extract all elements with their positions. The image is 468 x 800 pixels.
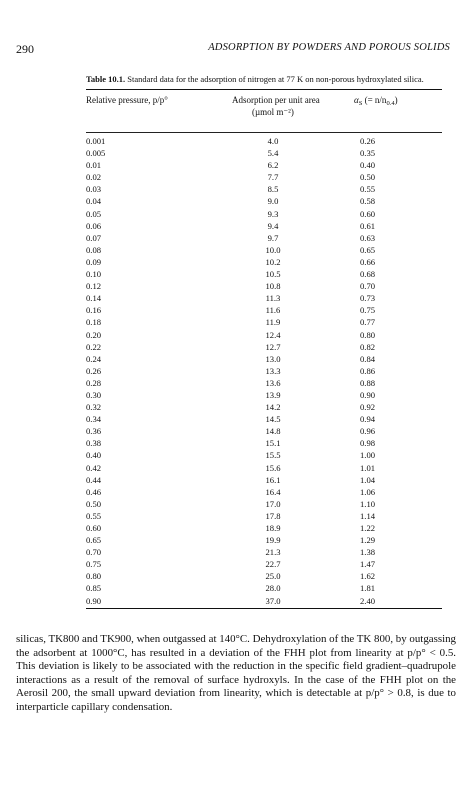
table-label: Table 10.1. (86, 74, 126, 84)
relative-pressure-cell: 0.90 (86, 595, 102, 606)
relative-pressure-cell: 0.50 (86, 498, 102, 509)
alpha-s-cell: 1.01 (360, 462, 376, 473)
table-caption-text: Standard data for the adsorption of nitrogen at 77 K on non-porous hydroxylated silica. (127, 74, 424, 84)
alpha-s-cell: 0.84 (360, 353, 376, 364)
relative-pressure-cell: 0.01 (86, 160, 102, 171)
alpha-s-cell: 1.29 (360, 535, 376, 546)
table-row (86, 159, 442, 171)
alpha-s-cell: 1.81 (360, 583, 376, 594)
relative-pressure-cell: 0.46 (86, 486, 102, 497)
table-row (86, 474, 442, 486)
adsorption-cell: 13.3 (265, 365, 281, 376)
relative-pressure-cell: 0.60 (86, 523, 102, 533)
relative-pressure-cell: 0.05 (86, 208, 102, 219)
relative-pressure-cell: 0.40 (86, 450, 102, 461)
alpha-s-cell: 0.58 (360, 196, 376, 207)
adsorption-cell: 14.8 (265, 426, 281, 437)
table-row (86, 147, 442, 159)
relative-pressure-cell: 0.16 (86, 305, 102, 316)
adsorption-cell: 28.0 (265, 583, 281, 594)
header-alpha-s: $\alpha_S$ (= $n/n_{0.4}$) (354, 95, 398, 107)
table-row (86, 183, 442, 195)
table-row (86, 534, 442, 546)
relative-pressure-cell: 0.80 (86, 571, 102, 582)
relative-pressure-cell: 0.03 (86, 184, 102, 195)
alpha-s-cell: 0.50 (360, 172, 376, 183)
table-header (86, 90, 442, 132)
alpha-s-cell: 1.47 (360, 559, 376, 570)
table-row (86, 595, 442, 607)
relative-pressure-cell: 0.001 (86, 136, 106, 146)
adsorption-cell: 14.5 (265, 414, 281, 425)
table-row (86, 510, 442, 522)
header-adsorption-units: (µmol m⁻²) (252, 107, 294, 117)
alpha-s-cell: 0.73 (360, 293, 376, 304)
adsorption-cell: 5.4 (267, 148, 279, 159)
table-body (86, 133, 442, 608)
adsorption-cell: 10.8 (265, 281, 281, 292)
alpha-s-cell: 0.61 (360, 220, 376, 231)
adsorption-cell: 15.5 (265, 450, 281, 461)
table-row (86, 437, 442, 449)
table-row (86, 280, 442, 292)
table-block (86, 74, 442, 609)
alpha-s-cell: 0.70 (360, 281, 376, 292)
relative-pressure-cell: 0.07 (86, 232, 102, 243)
adsorption-cell: 10.5 (265, 269, 281, 280)
adsorption-cell: 16.1 (265, 474, 281, 485)
relative-pressure-cell: 0.26 (86, 365, 102, 376)
relative-pressure-cell: 0.70 (86, 547, 102, 558)
table-row (86, 582, 442, 594)
adsorption-cell: 12.7 (265, 341, 281, 352)
relative-pressure-cell: 0.02 (86, 172, 102, 183)
table-bottom-rule (86, 608, 442, 609)
alpha-s-cell: 0.88 (360, 377, 376, 388)
alpha-s-cell: 1.04 (360, 474, 376, 485)
table-row (86, 522, 442, 534)
adsorption-cell: 8.5 (267, 184, 279, 195)
adsorption-cell: 21.3 (265, 547, 281, 558)
alpha-s-cell: 0.40 (360, 160, 376, 171)
adsorption-cell: 7.7 (267, 172, 279, 183)
alpha-s-cell: 1.38 (360, 547, 376, 558)
adsorption-cell: 9.4 (267, 220, 279, 231)
relative-pressure-cell: 0.44 (86, 474, 102, 485)
relative-pressure-cell: 0.65 (86, 535, 102, 546)
relative-pressure-cell: 0.55 (86, 510, 102, 521)
table-row (86, 401, 442, 413)
alpha-s-cell: 0.55 (360, 184, 376, 195)
alpha-s-cell: 0.98 (360, 438, 376, 449)
adsorption-cell: 9.3 (267, 208, 279, 219)
relative-pressure-cell: 0.08 (86, 244, 102, 255)
relative-pressure-cell: 0.75 (86, 559, 102, 570)
relative-pressure-cell: 0.005 (86, 148, 106, 159)
adsorption-cell: 9.7 (267, 232, 279, 243)
table-row (86, 341, 442, 353)
relative-pressure-cell: 0.24 (86, 353, 102, 364)
alpha-s-cell: 0.75 (360, 305, 376, 316)
relative-pressure-cell: 0.09 (86, 256, 102, 267)
body-paragraph: silicas, TK800 and TK900, when outgassed at 140°C. Dehydroxylation of the TK 800, by outgassing the adsorbent at 1000°C, has resulted in a deviation of the FHH plot from linearity at p/p° < 0.5. This deviation is likely to be associated with the reduction in the specific field gradient–quadrupole interactions as a result of the removal of surface hydroxyls. In the case of the FHH plot on the Aerosil 200, the small upward deviation from linearity, which is detectable at p/p° > 0.8, is due to interparticle capillary condensation. (16, 633, 456, 713)
relative-pressure-cell: 0.28 (86, 377, 102, 388)
adsorption-cell: 12.4 (265, 329, 281, 340)
table-row (86, 413, 442, 425)
header-relative-pressure: Relative pressure, p/p° (86, 95, 168, 105)
relative-pressure-cell: 0.36 (86, 426, 102, 437)
alpha-s-cell: 1.00 (360, 450, 376, 461)
relative-pressure-cell: 0.20 (86, 329, 102, 340)
table-row (86, 292, 442, 304)
relative-pressure-cell: 0.10 (86, 269, 102, 280)
adsorption-cell: 13.9 (265, 389, 281, 400)
table-row (86, 208, 442, 220)
table-row (86, 498, 442, 510)
adsorption-cell: 15.6 (265, 462, 281, 473)
adsorption-cell: 17.0 (265, 498, 281, 509)
relative-pressure-cell: 0.38 (86, 438, 102, 449)
alpha-s-cell: 0.60 (360, 208, 376, 219)
alpha-s-cell: 0.77 (360, 317, 376, 328)
alpha-s-cell: 0.96 (360, 426, 376, 437)
alpha-s-cell: 1.62 (360, 571, 376, 582)
adsorption-cell: 10.0 (265, 244, 281, 255)
adsorption-cell: 37.0 (265, 595, 281, 606)
table-row (86, 220, 442, 232)
adsorption-cell: 13.6 (265, 377, 281, 388)
adsorption-cell: 6.2 (267, 160, 279, 171)
table-row (86, 353, 442, 365)
relative-pressure-cell: 0.14 (86, 293, 102, 304)
table-row (86, 570, 442, 582)
alpha-s-cell: 0.35 (360, 148, 376, 159)
adsorption-cell: 22.7 (265, 559, 281, 570)
adsorption-cell: 10.2 (265, 256, 281, 267)
alpha-s-cell: 1.14 (360, 510, 376, 521)
table-row (86, 546, 442, 558)
relative-pressure-cell: 0.06 (86, 220, 102, 231)
table-row (86, 232, 442, 244)
adsorption-cell: 18.9 (265, 523, 281, 533)
alpha-s-cell: 1.06 (360, 486, 376, 497)
relative-pressure-cell: 0.04 (86, 196, 102, 207)
adsorption-cell: 11.3 (265, 293, 281, 304)
table-row (86, 329, 442, 341)
alpha-s-cell: 0.86 (360, 365, 376, 376)
adsorption-cell: 11.9 (265, 317, 281, 328)
alpha-s-cell: 0.26 (360, 136, 376, 146)
table-row (86, 268, 442, 280)
alpha-s-cell: 1.10 (360, 498, 376, 509)
table-row (86, 135, 442, 147)
alpha-s-cell: 0.94 (360, 414, 376, 425)
table-row (86, 244, 442, 256)
table-row (86, 316, 442, 328)
alpha-s-cell: 0.80 (360, 329, 376, 340)
relative-pressure-cell: 0.22 (86, 341, 102, 352)
adsorption-cell: 4.0 (267, 136, 279, 146)
table-row (86, 171, 442, 183)
running-head: ADSORPTION BY POWDERS AND POROUS SOLIDS (208, 42, 450, 53)
table-row (86, 304, 442, 316)
adsorption-cell: 13.0 (265, 353, 281, 364)
alpha-s-cell: 2.40 (360, 595, 376, 606)
header-adsorption: Adsorption per unit area (232, 95, 320, 105)
relative-pressure-cell: 0.34 (86, 414, 102, 425)
relative-pressure-cell: 0.32 (86, 402, 102, 413)
adsorption-cell: 19.9 (265, 535, 281, 546)
alpha-s-cell: 0.82 (360, 341, 376, 352)
table-row (86, 256, 442, 268)
table-row (86, 558, 442, 570)
alpha-s-cell: 0.65 (360, 244, 376, 255)
page-number: 290 (16, 42, 34, 56)
table-row (86, 449, 442, 461)
alpha-s-cell: 0.66 (360, 256, 376, 267)
table-row (86, 377, 442, 389)
adsorption-cell: 25.0 (265, 571, 281, 582)
relative-pressure-cell: 0.85 (86, 583, 102, 594)
table-row (86, 462, 442, 474)
table-row (86, 195, 442, 207)
table-row (86, 486, 442, 498)
adsorption-cell: 16.4 (265, 486, 281, 497)
adsorption-cell: 14.2 (265, 402, 281, 413)
relative-pressure-cell: 0.42 (86, 462, 102, 473)
relative-pressure-cell: 0.18 (86, 317, 102, 328)
table-row (86, 425, 442, 437)
adsorption-cell: 11.6 (265, 305, 281, 316)
relative-pressure-cell: 0.12 (86, 281, 102, 292)
alpha-s-cell: 0.92 (360, 402, 376, 413)
alpha-s-cell: 0.68 (360, 269, 376, 280)
table-row (86, 365, 442, 377)
table-caption (86, 74, 442, 85)
adsorption-cell: 15.1 (265, 438, 281, 449)
adsorption-cell: 9.0 (267, 196, 279, 207)
table-row (86, 389, 442, 401)
alpha-s-cell: 0.90 (360, 389, 376, 400)
alpha-s-cell: 1.22 (360, 523, 376, 533)
alpha-s-cell: 0.63 (360, 232, 376, 243)
adsorption-cell: 17.8 (265, 510, 281, 521)
relative-pressure-cell: 0.30 (86, 389, 102, 400)
